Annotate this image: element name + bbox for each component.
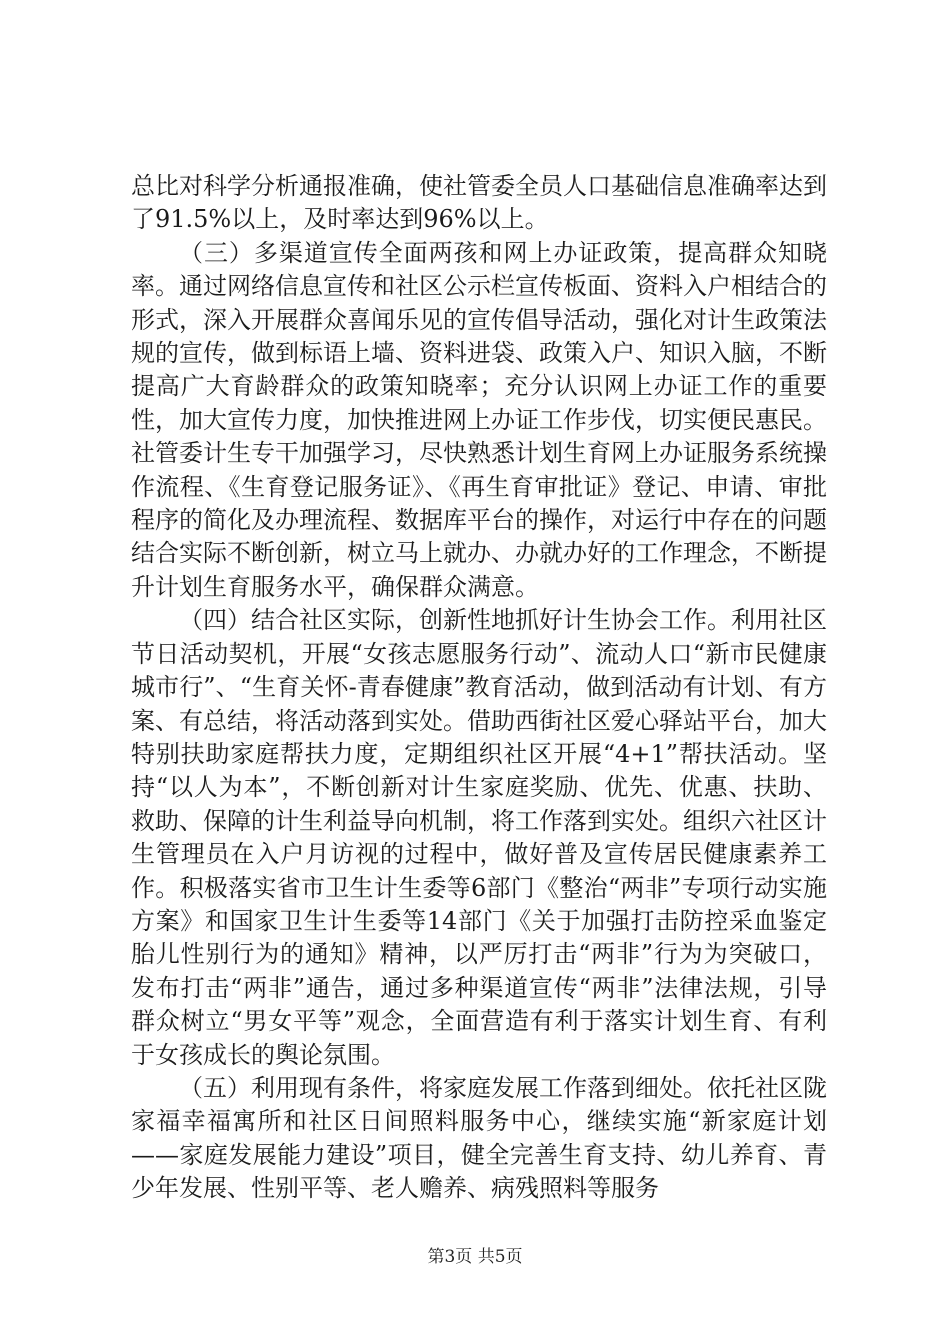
paragraph-continuation: 总比对科学分析通报准确，使社管委全员人口基础信息准确率达到了91.5%以上，及时率达到96%以上。 — [131, 172, 827, 234]
document-body — [131, 170, 827, 1206]
page-number-footer: 第3页 共5页 — [427, 1247, 523, 1267]
paragraph-section-5: （五）利用现有条件，将家庭发展工作落到细处。依托社区陇家福幸福寓所和社区日间照料服务中心，继续实施“新家庭计划——家庭发展能力建设”项目，健全完善生育支持、幼儿养育、青少年发展、性别平等、老人赡养、病残照料等服务 — [131, 1073, 827, 1203]
paragraph-section-3: （三）多渠道宣传全面两孩和网上办证政策，提高群众知晓率。通过网络信息宣传和社区公示栏宣传板面、资料入户相结合的形式，深入开展群众喜闻乐见的宣传倡导活动，强化对计生政策法规的宣传，做到标语上墙、资料进袋、政策入户、知识入脑，不断提高广大育龄群众的政策知晓率；充分认识网上办证工作的重要性，加大宣传力度，加快推进网上办证工作步伐，切实便民惠民。社管委计生专干加强学习，尽快熟悉计划生育网上办证服务系统操作流程、《生育登记服务证》、《再生育审批证》登记、申请、审批程序的简化及办理流程、数据库平台的操作，对运行中存在的问题结合实际不断创新，树立马上就办、办就办好的工作理念，不断提升计划生育服务水平，确保群众满意。 — [131, 238, 827, 601]
paragraph-section-4: （四）结合社区实际，创新性地抓好计生协会工作。利用社区节日活动契机，开展“女孩志愿服务行动”、流动人口“新市民健康城市行”、“生育关怀-青春健康”教育活动，做到活动有计划、有方案、有总结，将活动落到实处。借助西街社区爱心驿站平台，加大特别扶助家庭帮扶力度，定期组织社区开展“4+1”帮扶活动。坚持“以人为本”，不断创新对计生家庭奖励、优先、优惠、扶助、救助、保障的计生利益导向机制，将工作落到实处。组织六社区计生管理员在入户月访视的过程中，做好普及宣传居民健康素养工作。积极落实省市卫生计生委等6部门《整治“两非”专项行动实施方案》和国家卫生计生委等14部门《关于加强打击防控采血鉴定胎儿性别行为的通知》精神，以严厉打击“两非”行为为突破口，发布打击“两非”通告，通过多种渠道宣传“两非”法律法规，引导群众树立“男女平等”观念，全面营造有利于落实计划生育、有利于女孩成长的舆论氛围。 — [131, 606, 827, 1069]
